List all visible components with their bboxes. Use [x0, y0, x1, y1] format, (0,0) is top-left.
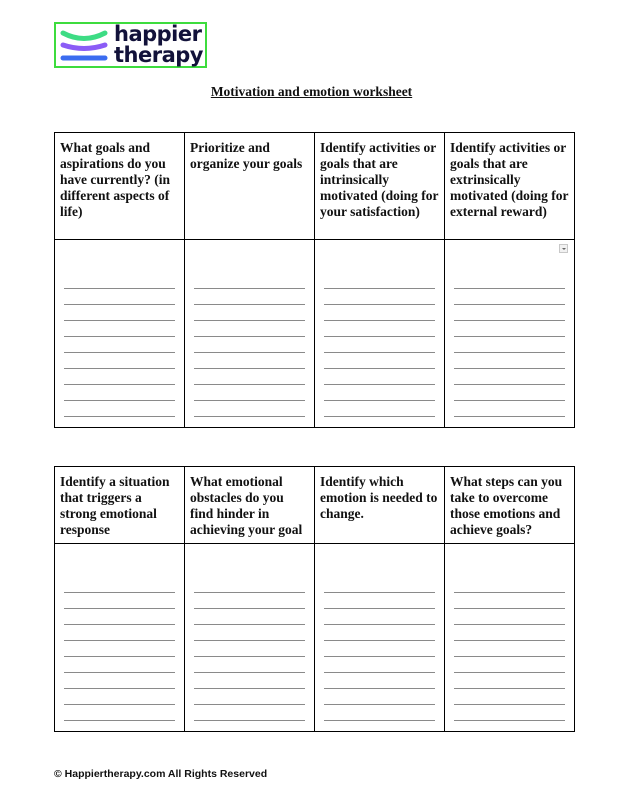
logo-line-2: therapy [114, 43, 203, 67]
happier-therapy-logo [54, 22, 207, 68]
column-header: Identify activities or goals that are intrinsically motivated (doing for your satisfaction) [315, 133, 445, 240]
ruled-lines [64, 577, 175, 721]
answer-cell[interactable] [315, 240, 444, 427]
worksheet-table-2 [54, 466, 575, 732]
column-header: What steps can you take to overcome those emotions and achieve goals? [445, 467, 575, 544]
table-header-row [55, 133, 575, 240]
answer-cell[interactable] [445, 544, 574, 731]
ruled-lines [324, 273, 435, 417]
ruled-lines [454, 577, 565, 721]
dropdown-arrow-icon[interactable] [559, 244, 568, 253]
ruled-lines [194, 577, 305, 721]
logo-wordmark [114, 24, 203, 66]
answer-cell[interactable] [185, 240, 314, 427]
answer-cell[interactable] [445, 240, 574, 427]
copyright-footer: © Happiertherapy.com All Rights Reserved [54, 768, 268, 780]
column-header: Identify a situation that triggers a strong emotional response [55, 467, 185, 544]
answer-cell[interactable] [315, 544, 444, 731]
table-answer-row [55, 240, 575, 428]
column-header: Identify activities or goals that are extrinsically motivated (doing for external reward) [445, 133, 575, 240]
answer-cell[interactable] [55, 240, 184, 427]
column-header: Identify which emotion is needed to change. [315, 467, 445, 544]
table-answer-row [55, 544, 575, 732]
logo-waves-icon [60, 28, 108, 64]
column-header: What emotional obstacles do you find hinder in achieving your goal [185, 467, 315, 544]
table-header-row [55, 467, 575, 544]
answer-cell[interactable] [55, 544, 184, 731]
ruled-lines [64, 273, 175, 417]
column-header: Prioritize and organize your goals [185, 133, 315, 240]
ruled-lines [454, 273, 565, 417]
ruled-lines [324, 577, 435, 721]
worksheet-title: Motivation and emotion worksheet [210, 84, 413, 99]
worksheet-table-1 [54, 132, 575, 428]
column-header: What goals and aspirations do you have currently? (in different aspects of life) [55, 133, 185, 240]
logo-line-1: happier [114, 22, 202, 46]
answer-cell[interactable] [185, 544, 314, 731]
ruled-lines [194, 273, 305, 417]
